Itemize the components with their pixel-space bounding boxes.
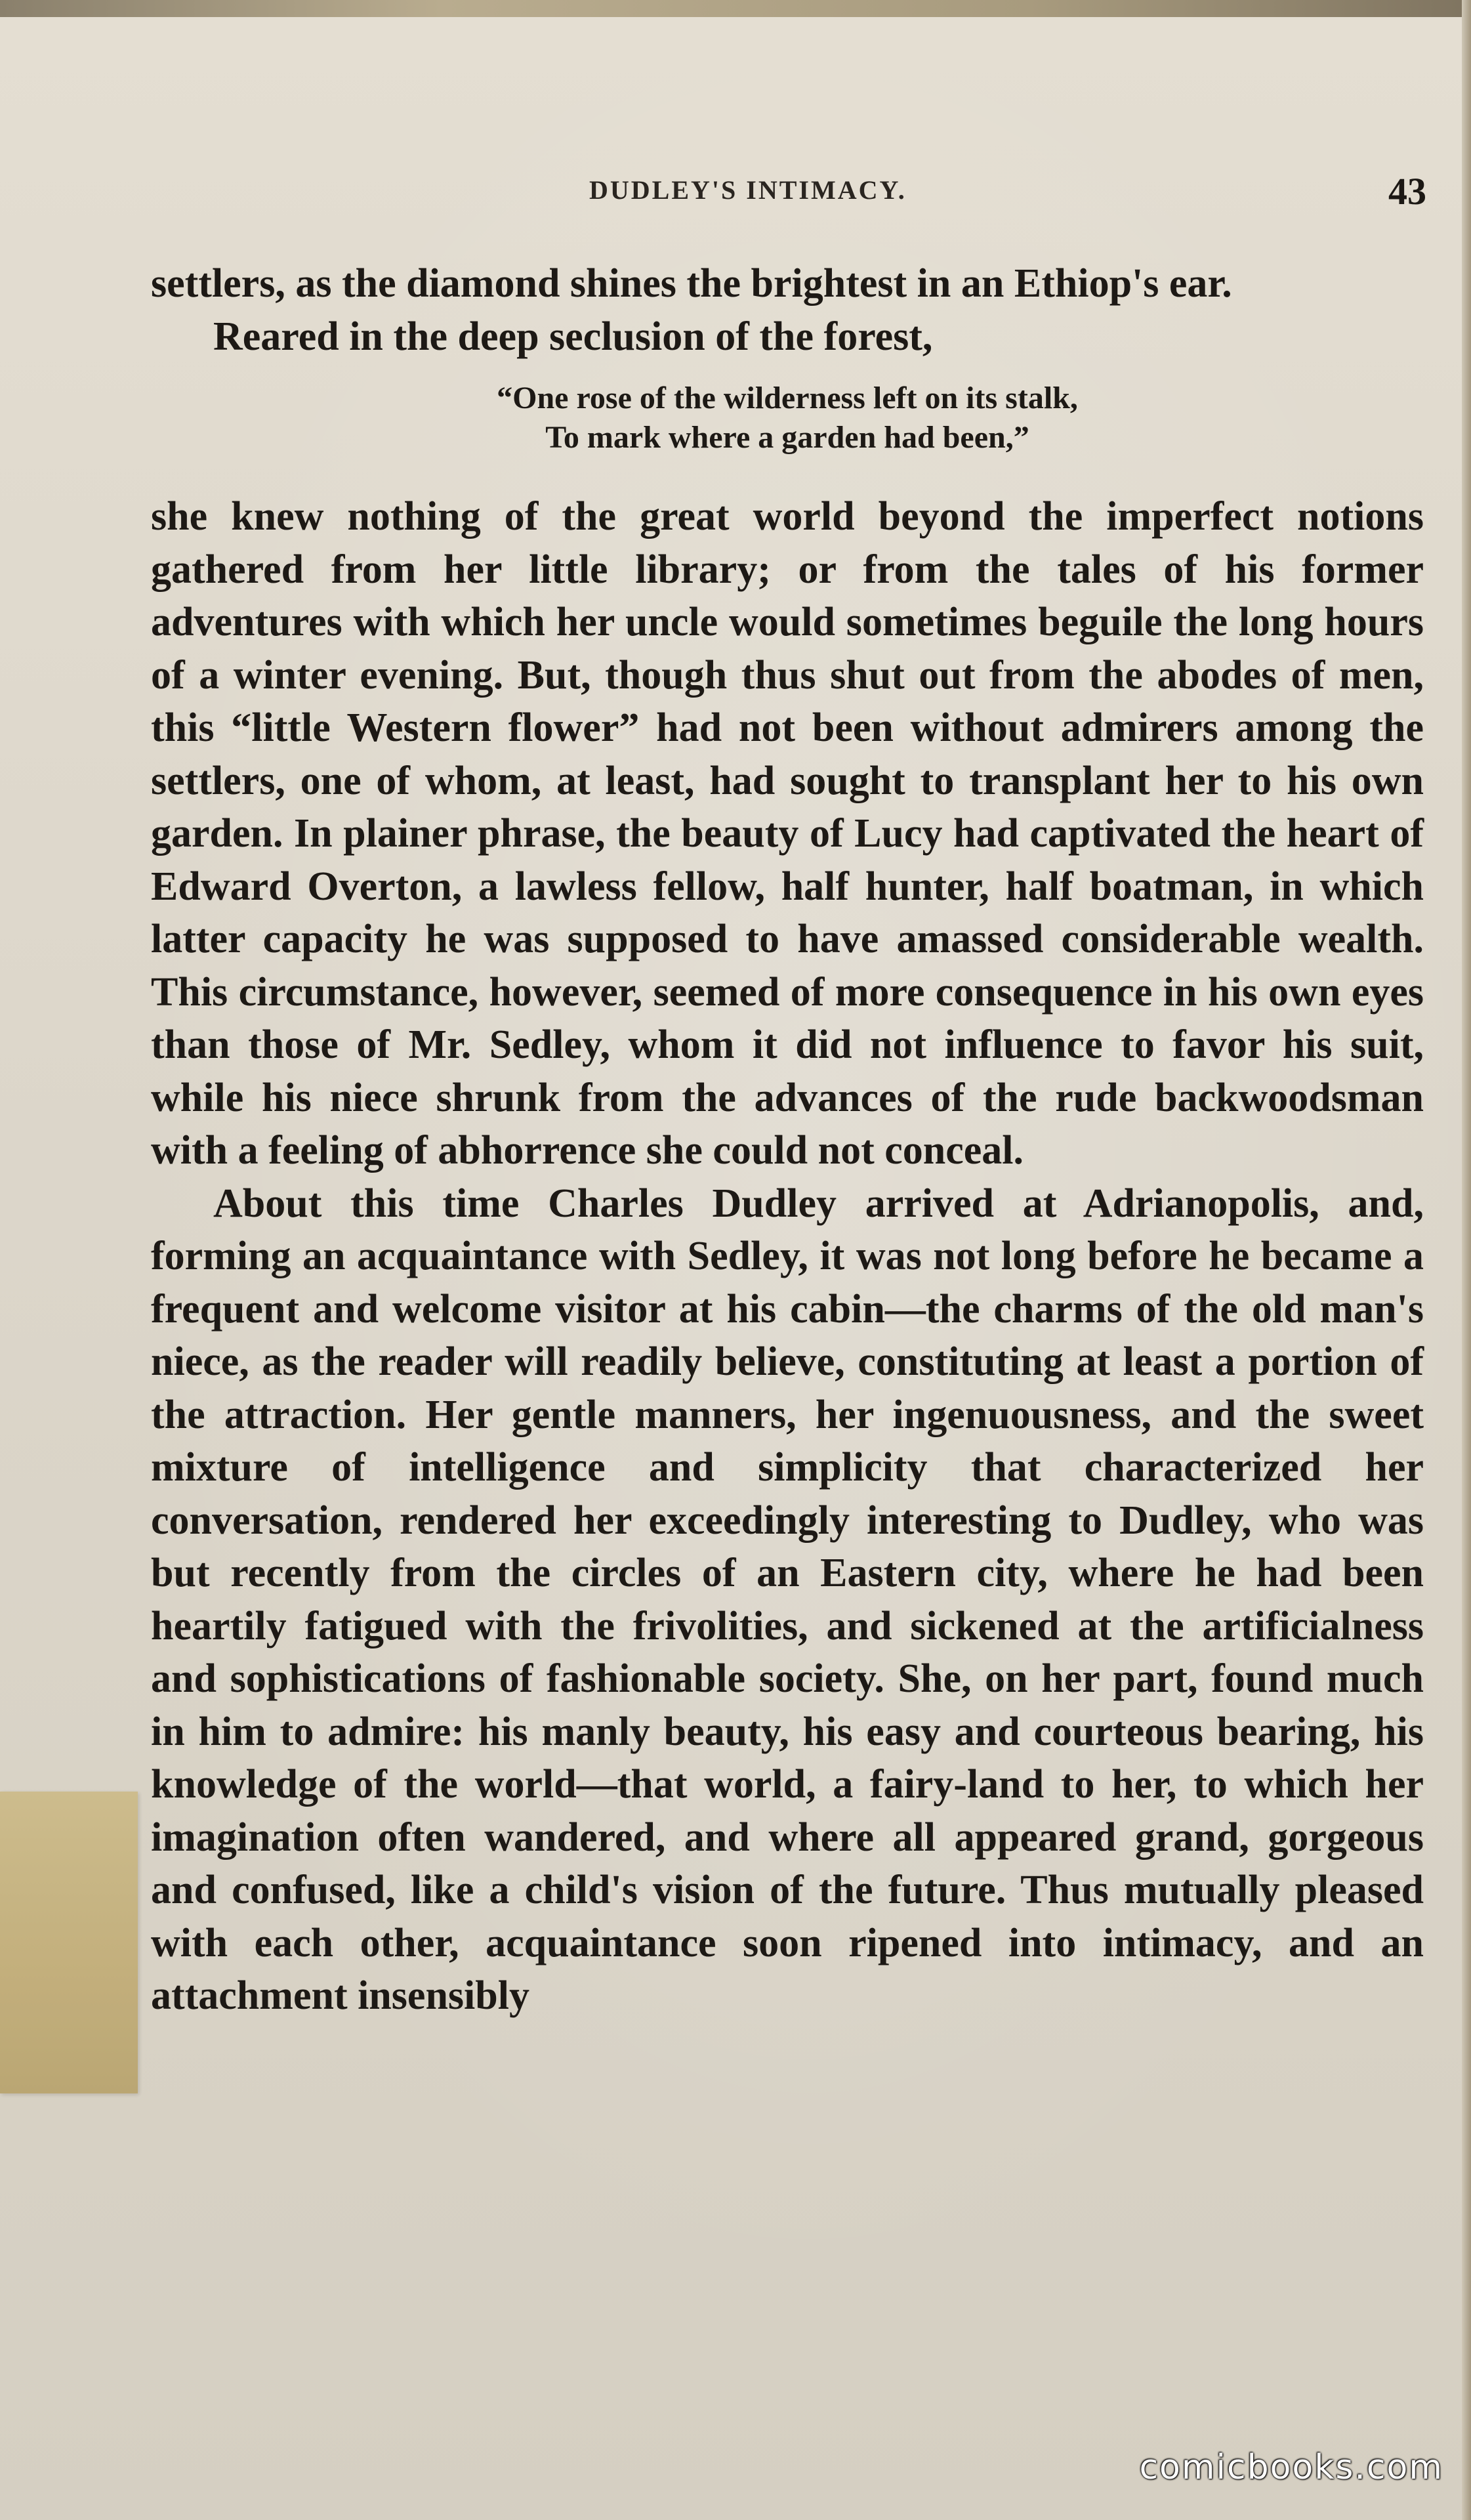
page-top-edge — [0, 0, 1471, 17]
verse-line-1: “One rose of the wilderness left on its stalk, — [497, 381, 1078, 415]
watermark: comicbooks.com — [1139, 2448, 1443, 2487]
paragraph-2: Reared in the deep seclusion of the forest, — [213, 314, 933, 359]
page-header — [0, 169, 1471, 222]
body-text — [151, 257, 1424, 2023]
paragraph-3: she knew nothing of the great world beyond the imperfect notions gathered from her little library; or from the tales of his former adventures with which her uncle would sometimes beguile the long hours of a winter evening. But, though thus shut out from the abodes of men, this “little Western flower” had not been without admirers among the settlers, one of whom, at least, had sought to transplant her to his own garden. In plainer phrase, the beauty of Lucy had captivated the heart of Edward Overton, a lawless fellow, half hunter, half boatman, in which latter capacity he was supposed to have amassed considerable wealth. This circumstance, however, seemed of more consequence in his own eyes than those of Mr. Sedley, whom it did not influence to favor his suit, while his niece shrunk from the advances of the rude backwoodsman with a feeling of abhorrence she could not conceal. — [151, 494, 1424, 1173]
paragraph-1: settlers, as the diamond shines the brightest in an Ethiop's ear. — [151, 261, 1232, 306]
verse-quote — [151, 379, 1424, 457]
tape-strip — [0, 1792, 138, 2093]
page-number: 43 — [1388, 170, 1426, 213]
paragraph-4: About this time Charles Dudley arrived at Adrianopolis, and, forming an acquaintance with Sedley, it was not long before he became a frequent and welcome visitor at his cabin—the charms of the old man's niece, as the reader will readily believe, constituting at least a portion of the attraction. Her gentle manners, her ingenuousness, and the sweet mixture of intelligence and simplicity that characterized her conversation, rendered her exceedingly interesting to Dudley, who was but recently from the circles of an Eastern city, where he had been heartily fatigued with the frivolities, and sickened at the artificialness and sophistications of fashionable society. She, on her part, found much in him to admire: his manly beauty, his easy and courteous bearing, his knowledge of the world—that world, a fairy-land to her, to which her imagination often wandered, and where all appeared grand, gorgeous and confused, like a child's vision of the future. Thus mutually pleased with each other, acquaintance soon ripened into intimacy, and an attachment insensibly — [151, 1181, 1424, 2018]
page-right-edge — [1462, 0, 1471, 2520]
running-title: DUDLEY'S INTIMACY. — [589, 175, 907, 205]
verse-line-2: To mark where a garden had been,” — [545, 420, 1029, 455]
